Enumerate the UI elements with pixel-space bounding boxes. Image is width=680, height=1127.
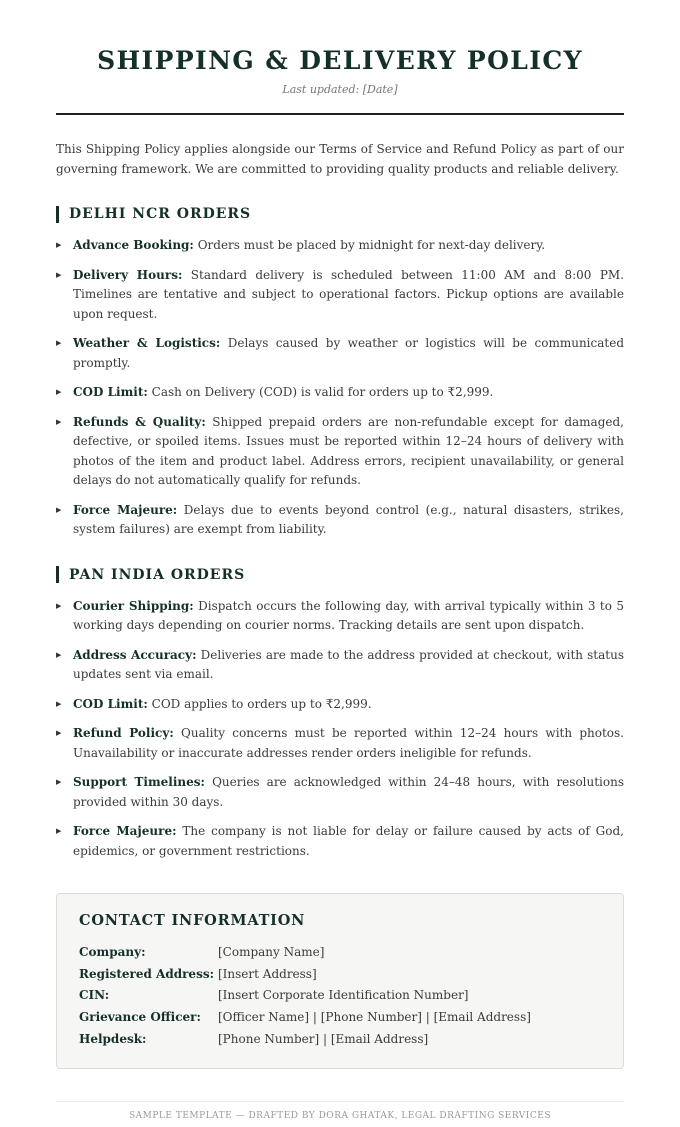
triangle-bullet-icon: ▶ [56,339,62,347]
triangle-bullet-icon: ▶ [56,417,62,426]
contact-label: CIN: [79,988,110,1003]
policy-list [56,236,624,540]
item-text: Quality concerns must be reported within 12–24 hours with photos. Unavailability or inaccurate addresses render orders ineligible for refunds. [73,726,624,760]
item-label: COD Limit: [73,385,148,399]
item-label: Refunds & Quality: [73,414,206,429]
contact-value: [Insert Address] [218,966,317,981]
section-pan-india [56,566,624,862]
item-text: Delays due to events beyond control (e.g., natural disasters, strikes, system failures) are exempt from liability. [73,502,624,536]
item-label: Weather & Logistics: [73,336,221,350]
list-item [56,773,624,812]
item-label: Force Majeure: [73,824,177,838]
item-text: Standard delivery is scheduled between 11:00 AM and 8:00 PM. Timelines are tentative and subject to operational factors. Pickup options are available upon request. [73,267,625,321]
item-label: Advance Booking: [73,238,194,252]
list-item [56,334,624,373]
triangle-bullet-icon: ▶ [56,827,62,835]
list-item [56,646,624,685]
footer-note: SAMPLE TEMPLATE — DRAFTED BY DORA GHATAK, LEGAL DRAFTING SERVICES [128,1111,551,1121]
triangle-bullet-icon: ▶ [56,650,62,659]
item-text: Shipped prepaid orders are non-refundable except for damaged, defective, or spoiled items. Issues must be reported within 12–24 hours of delivery with photos of the item and product label. Address errors, recipient unavailability, or general delays do not automatically qualify for refunds. [73,414,624,487]
contact-row-company [79,942,601,964]
contact-value: [Phone Number] | [Email Address] [218,1031,429,1046]
contact-information-box [56,893,624,1069]
section-heading [56,205,624,223]
footer-divider [56,1101,624,1102]
page-title: SHIPPING & DELIVERY POLICY [97,46,583,75]
item-text: Deliveries are made to the address provided at checkout, with status updates sent via email. [73,647,624,681]
contact-label: Registered Address: [79,966,215,981]
triangle-bullet-icon: ▶ [56,388,62,396]
list-item [56,597,624,636]
item-label: Force Majeure: [73,502,178,517]
item-label: Refund Policy: [73,726,174,740]
list-item [56,383,624,403]
contact-row-address [79,964,601,986]
contact-value: [Officer Name] | [Phone Number] | [Email Address] [218,1010,531,1025]
list-item [56,822,624,861]
contact-row-helpdesk [79,1029,601,1051]
triangle-bullet-icon: ▶ [56,270,62,279]
item-label: Address Accuracy: [73,647,197,662]
section-accent-bar [56,566,59,583]
intro-paragraph: This Shipping Policy applies alongside our Terms of Service and Refund Policy as part of our governing framework. We are committed to providing quality products and reliable delivery. [56,142,624,176]
triangle-bullet-icon: ▶ [56,729,62,737]
triangle-bullet-icon: ▶ [56,778,62,786]
policy-document [56,0,624,1121]
triangle-bullet-icon: ▶ [56,505,62,514]
item-label: Support Timelines: [73,775,205,789]
list-item [56,695,624,715]
section-accent-bar [56,206,59,223]
policy-list [56,597,624,862]
triangle-bullet-icon: ▶ [56,601,62,610]
triangle-bullet-icon: ▶ [56,241,62,249]
list-item [56,501,624,540]
contact-title: CONTACT INFORMATION [79,912,306,929]
item-text: Delays caused by weather or logistics will be communicated promptly. [73,336,624,370]
item-text: Orders must be placed by midnight for next-day delivery. [197,238,546,252]
last-updated: Last updated: [Date] [282,83,398,96]
contact-row-cin [79,985,601,1007]
section-delhi-ncr [56,205,624,540]
contact-label: Helpdesk: [79,1031,147,1046]
list-item [56,413,624,491]
title-divider [56,113,624,115]
list-item [56,266,624,325]
item-text: Dispatch occurs the following day, with arrival typically within 3 to 5 working days depending on courier norms. Tracking details are sent upon dispatch. [73,598,624,632]
item-label: Delivery Hours: [73,267,183,282]
item-text: The company is not liable for delay or failure caused by acts of God, epidemics, or government restrictions. [73,824,624,858]
triangle-bullet-icon: ▶ [56,699,62,708]
contact-row-grievance-officer [79,1007,601,1029]
list-item [56,724,624,763]
item-text: COD applies to orders up to ₹2,999. [151,696,372,711]
contact-value: [Company Name] [218,945,325,959]
item-label: COD Limit: [73,696,148,711]
item-label: Courier Shipping: [73,598,194,613]
contact-value: [Insert Corporate Identification Number] [218,988,469,1003]
item-text: Cash on Delivery (COD) is valid for orders up to ₹2,999. [151,385,494,399]
contact-label: Company: [79,945,146,959]
item-text: Queries are acknowledged within 24–48 hours, with resolutions provided within 30 days. [73,775,625,809]
section-title: DELHI NCR ORDERS [69,206,252,222]
contact-label: Grievance Officer: [79,1010,201,1025]
section-heading [56,566,624,584]
section-title: PAN INDIA ORDERS [69,566,246,583]
list-item [56,236,624,256]
